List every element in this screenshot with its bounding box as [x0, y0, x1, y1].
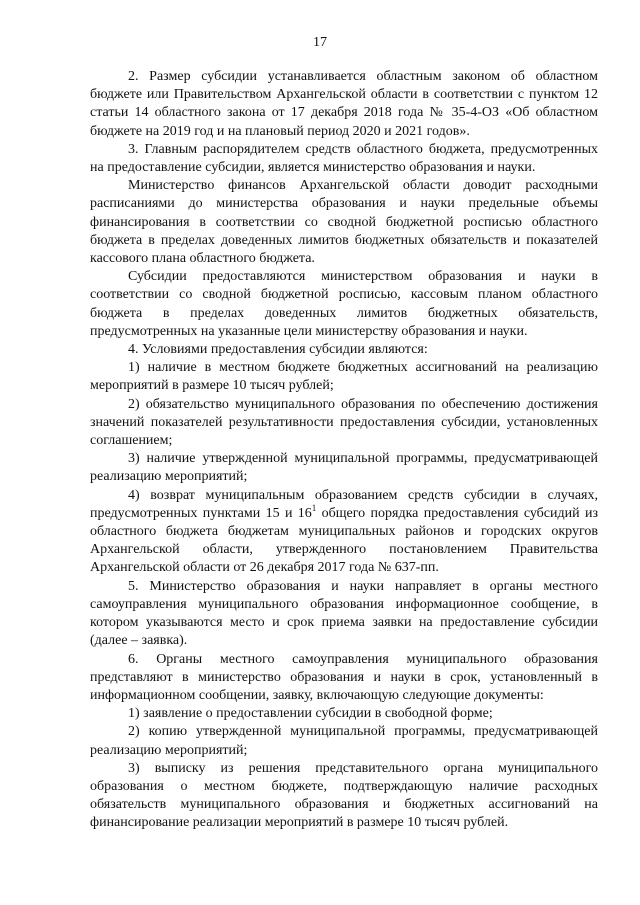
paragraph-conditions-heading: 4. Условиями предоставления субсидии являются: [128, 342, 428, 358]
paragraph-document-2: 2) копию утвержденной муниципальной программы, предусматривающей реализацию мероприятий; [90, 724, 598, 758]
paragraph-condition-1: 1) наличие в местном бюджете бюджетных ассигнований на реализацию мероприятий в размере 10 тысяч рублей; [90, 360, 598, 394]
paragraph-document-3: 3) выписку из решения представительного органа муниципального образования о местном бюджете, подтверждающую наличие расходных обязательств муниципального образования и бюджетных ассигнований на финансирование реализации мероприятий в размере 10 тысяч рублей. [90, 760, 598, 831]
condition-4-text-after: общего порядка предоставления субсидий из областного бюджета бюджетам муниципальных районов и городских округов Архангельской области, утвержденного постановлением Правительства Архангельской области от 26 декабря 2017 года № 637-пп. [90, 505, 599, 576]
paragraph-condition-2: 2) обязательство муниципального образования по обеспечению достижения значений показателей результативности предоставления субсидии, установленных соглашением; [90, 396, 598, 449]
paragraph-subsidy-provision: Субсидии предоставляются министерством образования и науки в соответствии со сводной бюджетной росписью, кассовым планом областного бюджета в пределах доведенных лимитов бюджетных обязательств, предусмотренных на указанные цели министерству образования и науки. [90, 269, 598, 339]
paragraph-application-submission: 6. Органы местного самоуправления муниципального образования представляют в министерство образования и науки в срок, установленный в информационном сообщении, заявку, включающую следующие документы: [90, 651, 598, 703]
paragraph-ministry-finance: Министерство финансов Архангельской области доводит расходными расписаниями до министерства образования и науки предельные объемы финансирования в соответствии со сводной бюджетной росписью областного бюджета в пределах доведенных лимитов бюджетных обязательств и показателей кассового плана областного бюджета. [90, 178, 598, 267]
paragraph-condition-4 [90, 487, 598, 578]
condition-4-text-before: 4) возврат муниципальным образованием средств субсидии в случаях, предусмотренных пунктами 15 и 16 [90, 487, 598, 521]
paragraph-main-manager: 3. Главным распорядителем средств областного бюджета, предусмотренных на предоставление субсидии, является министерство образования и науки. [90, 141, 598, 176]
paragraph-document-1: 1) заявление о предоставлении субсидии в свободной форме; [128, 706, 493, 722]
document-body [90, 68, 598, 833]
paragraph-condition-3: 3) наличие утвержденной муниципальной программы, предусматривающей реализацию мероприятий; [90, 451, 598, 485]
page-number: 17 [313, 35, 327, 50]
paragraph-subsidy-size: 2. Размер субсидии устанавливается областным законом об областном бюджете или Правительством Архангельской области в соответствии с пунктом 12 статьи 14 областного закона от 17 декабря 2018 года № 35-4-ОЗ «Об областном бюджете на 2019 год и на плановый период 2020 и 2021 годов». [90, 69, 598, 139]
paragraph-info-message: 5. Министерство образования и науки направляет в органы местного самоуправления муниципального образования информационное сообщение, в котором указываются место и срок приема заявки на предоставление субсидии (далее – заявка). [90, 578, 598, 649]
footnote-superscript: 1 [311, 502, 317, 513]
